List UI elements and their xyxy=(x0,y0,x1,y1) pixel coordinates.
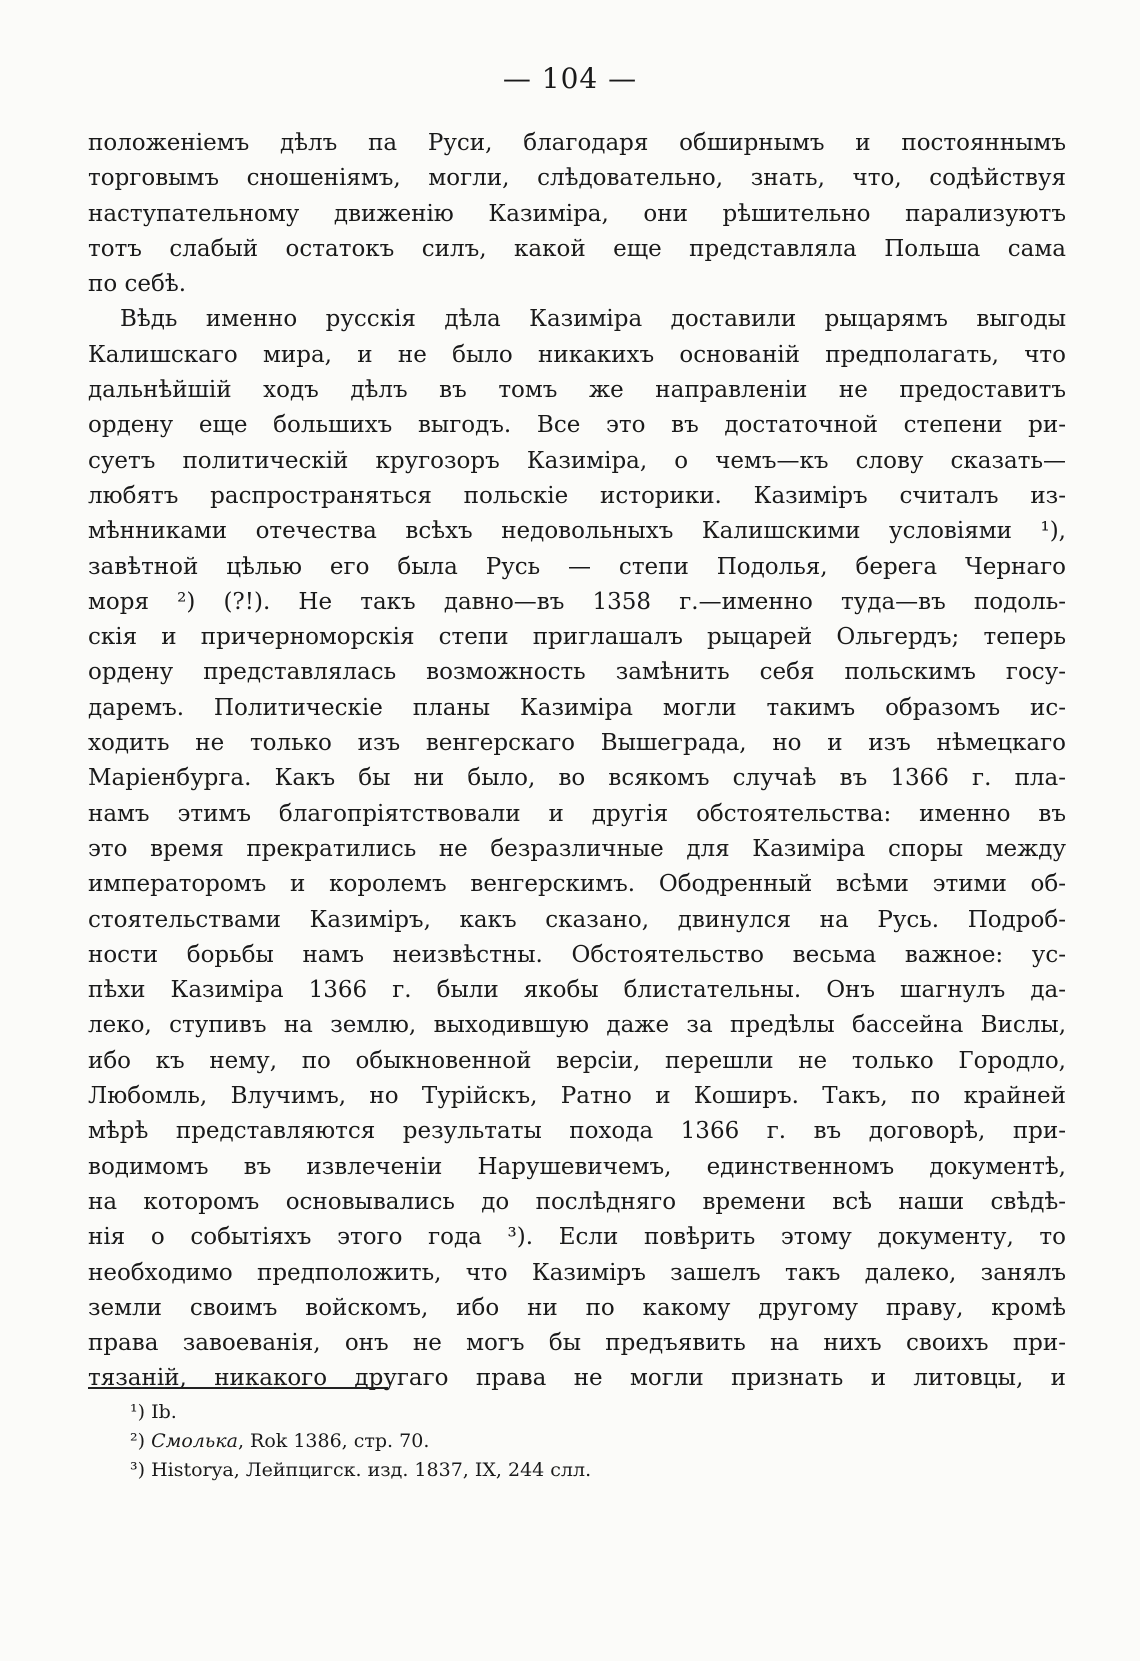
text-line: ходить не только изъ венгерскаго Вышеграда, но и изъ нѣмецкаго xyxy=(88,730,1066,757)
footnote-text: , Rok 1386, стр. 70. xyxy=(237,1430,430,1452)
footnote-3 xyxy=(130,1456,1030,1485)
text-line: нія о событіяхъ этого года ³). Если повѣрить этому документу, то xyxy=(88,1224,1066,1251)
page-number: — 104 — xyxy=(502,62,638,95)
footnotes xyxy=(130,1398,1030,1485)
text-line: суетъ политическій кругозоръ Казиміра, о чемъ—къ слову сказать— xyxy=(88,447,1066,474)
footnote-rule xyxy=(88,1387,388,1389)
text-line: торговымъ сношеніямъ, могли, слѣдовательно, знать, что, содѣйствуя xyxy=(88,165,1066,192)
text-line: по себѣ. xyxy=(88,271,187,298)
text-line: необходимо предположить, что Казиміръ зашелъ такъ далеко, занялъ xyxy=(88,1259,1066,1286)
text-line: наступательному движенію Казиміра, они рѣшительно парализуютъ xyxy=(88,200,1066,227)
text-line: ордену представлялась возможность замѣнить себя польскимъ госу- xyxy=(88,659,1066,686)
footnote-marker: ³) xyxy=(130,1459,146,1481)
text-line: дальнѣйшій ходъ дѣлъ въ томъ же направленіи не предоставитъ xyxy=(88,377,1066,404)
text-line: Любомль, Влучимъ, но Турійскъ, Ратно и Коширъ. Такъ, по крайней xyxy=(88,1083,1066,1110)
text-line: земли своимъ войскомъ, ибо ни по какому другому праву, кромѣ xyxy=(88,1294,1066,1321)
footnote-text: Historya, Лейпцигск. изд. 1837, IX, 244 слл. xyxy=(151,1459,592,1481)
text-line: леко, ступивъ на землю, выходившую даже за предѣлы бассейна Вислы, xyxy=(88,1012,1066,1039)
text-line: мѣнниками отечества всѣхъ недовольныхъ Калишскими условіями ¹), xyxy=(88,518,1066,545)
text-line: пѣхи Казиміра 1366 г. были якобы блистательны. Онъ шагнулъ да- xyxy=(88,977,1066,1004)
text-line: мѣрѣ представляются результаты похода 1366 г. въ договорѣ, при- xyxy=(88,1118,1066,1145)
text-line: моря ²) (?!). Не такъ давно—въ 1358 г.—именно туда—въ подоль- xyxy=(88,588,1066,615)
text-line: любятъ распространяться польскіе историки. Казиміръ считалъ из- xyxy=(88,482,1066,509)
text-line: императоромъ и королемъ венгерскимъ. Ободренный всѣми этими об- xyxy=(88,871,1066,898)
text-line: ности борьбы намъ неизвѣстны. Обстоятельство весьма важное: ус- xyxy=(88,941,1066,968)
text-line: тязаній, никакого другаго права не могли признать и литовцы, и xyxy=(88,1365,1066,1392)
footnote-marker: ¹) xyxy=(130,1401,146,1423)
text-line: Маріенбурга. Какъ бы ни было, во всякомъ случаѣ въ 1366 г. пла- xyxy=(88,765,1066,792)
text-line: водимомъ въ извлеченіи Нарушевичемъ, единственномъ документѣ, xyxy=(88,1153,1066,1180)
text-line: намъ этимъ благопріятствовали и другія обстоятельства: именно въ xyxy=(88,800,1066,827)
text-line: права завоеванія, онъ не могъ бы предъявить на нихъ своихъ при- xyxy=(88,1330,1066,1357)
footnote-2 xyxy=(130,1427,1030,1456)
text-line: скія и причерноморскія степи приглашалъ рыцарей Ольгердъ; теперь xyxy=(88,624,1066,651)
footnote-1 xyxy=(130,1398,1030,1427)
text-line: Вѣдь именно русскія дѣла Казиміра доставили рыцарямъ выгоды xyxy=(120,306,1066,333)
text-line: Калишскаго мира, и не было никакихъ основаній предполагать, что xyxy=(88,341,1066,368)
text-line: завѣтной цѣлью его была Русь — степи Подолья, берега Чернаго xyxy=(88,553,1066,580)
body-text xyxy=(88,126,1066,1397)
footnote-author: Смолька xyxy=(151,1430,238,1452)
text-line: даремъ. Политическіе планы Казиміра могли такимъ образомъ ис- xyxy=(88,694,1066,721)
text-line: это время прекратились не безразличные для Казиміра споры между xyxy=(88,835,1066,862)
text-line: на которомъ основывались до послѣдняго времени всѣ наши свѣдѣ- xyxy=(88,1188,1066,1215)
text-line: положеніемъ дѣлъ па Руси, благодаря обширнымъ и постояннымъ xyxy=(88,130,1066,156)
text-line: тотъ слабый остатокъ силъ, какой еще представляла Польша сама xyxy=(88,235,1066,262)
text-line: ибо къ нему, по обыкновенной версіи, перешли не только Городло, xyxy=(88,1047,1066,1074)
footnote-text: Ib. xyxy=(151,1401,177,1423)
text-line: ордену еще большихъ выгодъ. Все это въ достаточной степени ри- xyxy=(88,412,1066,439)
text-line: стоятельствами Казиміръ, какъ сказано, двинулся на Русь. Подроб- xyxy=(88,906,1066,933)
footnote-marker: ²) xyxy=(130,1430,146,1452)
